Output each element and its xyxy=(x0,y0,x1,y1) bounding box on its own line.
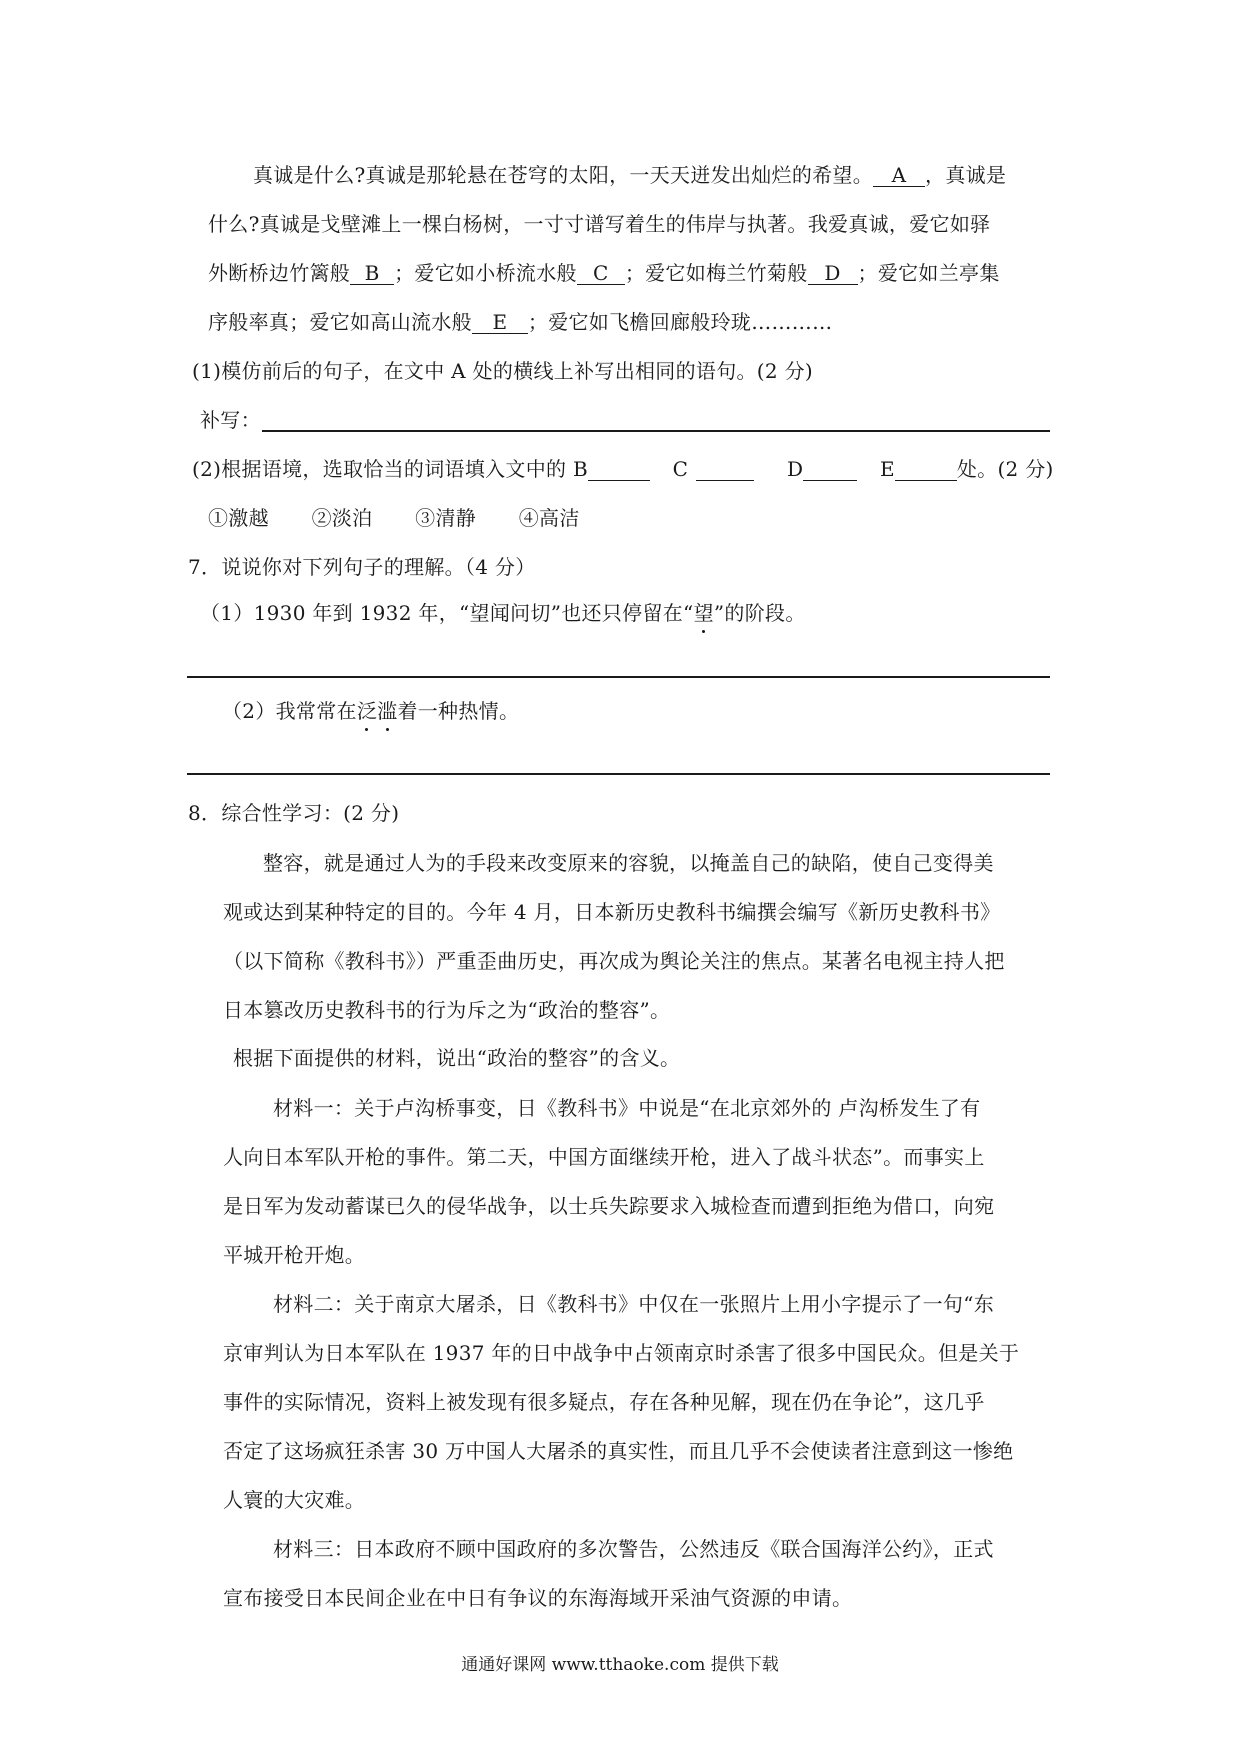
q6-sub1-answer-label: 补写： xyxy=(200,408,261,432)
q8-intro-line: （以下简称《教科书》）严重歪曲历史，再次成为舆论关注的焦点。某著名电视主持人把 xyxy=(223,949,1005,973)
option-4[interactable]: ④高洁 xyxy=(518,506,580,530)
text: D xyxy=(786,457,804,481)
q6-para-line1 xyxy=(253,163,1006,187)
text: E xyxy=(879,457,895,481)
q8-intro-line: 观或达到某种特定的目的。今年 4 月，日本新历史教科书编撰会编写《新历史教科书》 xyxy=(223,900,1001,924)
answer-line[interactable] xyxy=(187,676,1050,678)
blank-b-answer[interactable] xyxy=(588,458,650,481)
blank-c[interactable]: C xyxy=(577,262,625,285)
option-2[interactable]: ②淡泊 xyxy=(311,506,373,530)
q8-intro-line: 日本篡改历史教科书的行为斥之为“政治的整容”。 xyxy=(223,998,671,1022)
emphasis-char: 望 xyxy=(693,601,714,625)
option-3[interactable]: ③清静 xyxy=(415,506,477,530)
option-1[interactable]: ①激越 xyxy=(208,506,269,530)
q7-title: 7．说说你对下列句子的理解。（4 分） xyxy=(188,555,536,579)
material2-line: 材料二：关于南京大屠杀，日《教科书》中仅在一张照片上用小字提示了一句“东 xyxy=(273,1292,995,1316)
material2-line: 事件的实际情况，资料上被发现有很多疑点，存在各种见解，现在仍在争论”，这几乎 xyxy=(223,1390,985,1414)
material1-line: 材料一：关于卢沟桥事变，日《教科书》中说是“在北京郊外的 卢沟桥发生了有 xyxy=(273,1096,981,1120)
q8-title: 8．综合性学习：(2 分) xyxy=(188,801,400,825)
material2-line: 京审判认为日本军队在 1937 年的日中战争中占领南京时杀害了很多中国民众。但是关于 xyxy=(223,1341,1020,1365)
answer-line[interactable] xyxy=(262,430,1050,432)
blank-d[interactable]: D xyxy=(808,262,858,285)
q8-intro-line: 整容，就是通过人为的手段来改变原来的容貌，以掩盖自己的缺陷，使自己变得美 xyxy=(263,851,994,875)
text: （2）我常常在 xyxy=(222,699,357,723)
material1-line: 人向日本军队开枪的事件。第二天，中国方面继续开枪，进入了战斗状态”。而事实上 xyxy=(223,1145,985,1169)
answer-line[interactable] xyxy=(187,773,1050,775)
material1-line: 平城开枪开炮。 xyxy=(223,1243,366,1267)
q6-sub1: (1)模仿前后的句子，在文中 A 处的横线上补写出相同的语句。(2 分) xyxy=(192,359,813,383)
text: 着一种热情。 xyxy=(397,699,520,723)
blank-b[interactable]: B xyxy=(350,262,394,285)
text: ；爱它如兰亭集 xyxy=(857,261,1000,285)
material3-line: 材料三：日本政府不顾中国政府的多次警告，公然违反《联合国海洋公约》，正式 xyxy=(273,1537,994,1561)
text: ，真诚是 xyxy=(925,163,1007,187)
text: ；爱它如飞檐回廊般玲珑………… xyxy=(527,310,833,334)
emphasis-char: 滥 xyxy=(377,699,398,723)
q8-prompt: 根据下面提供的材料，说出“政治的整容”的含义。 xyxy=(233,1046,681,1070)
q7-sentence1 xyxy=(200,601,806,625)
page-footer: 通通好课网 www.tthaoke.com 提供下载 xyxy=(461,1655,779,1675)
blank-e-answer[interactable] xyxy=(895,458,957,481)
q6-para-line2: 什么?真诚是戈壁滩上一棵白杨树，一寸寸谱写着生的伟岸与执著。我爱真诚，爱它如驿 xyxy=(208,212,991,236)
blank-e[interactable]: E xyxy=(472,311,528,334)
blank-a[interactable]: A xyxy=(873,164,925,187)
material1-line: 是日军为发动蓄谋已久的侵华战争，以士兵失踪要求入城检查而遭到拒绝为借口，向宛 xyxy=(223,1194,995,1218)
text: （1）1930 年到 1932 年，“望闻问切”也还只停留在“ xyxy=(200,601,694,625)
q6-para-line3 xyxy=(208,261,1000,285)
blank-c-answer[interactable] xyxy=(696,458,754,481)
text: 序般率真；爱它如高山流水般 xyxy=(208,310,472,334)
q6-options xyxy=(208,506,580,530)
material2-line: 人寰的大灾难。 xyxy=(223,1488,366,1512)
q6-sub2 xyxy=(192,457,1054,481)
text: ；爱它如梅兰竹菊般 xyxy=(624,261,808,285)
text: 外断桥边竹篱般 xyxy=(208,261,351,285)
text: 真诚是什么?真诚是那轮悬在苍穹的太阳，一天天迸发出灿烂的希望。 xyxy=(253,163,874,187)
q6-para-line4 xyxy=(208,310,832,334)
text: ；爱它如小桥流水般 xyxy=(394,261,577,285)
material2-line: 否定了这场疯狂杀害 30 万中国人大屠杀的真实性，而且几乎不会使读者注意到这一惨绝 xyxy=(223,1439,1014,1463)
text: (2)根据语境，选取恰当的词语填入文中的 B xyxy=(192,457,588,481)
q7-sentence2 xyxy=(222,699,519,723)
text: 处。(2 分) xyxy=(956,457,1054,481)
text: C xyxy=(672,457,689,481)
emphasis-char: 泛 xyxy=(356,699,378,723)
blank-d-answer[interactable] xyxy=(803,458,857,481)
text: ”的阶段。 xyxy=(713,601,806,625)
material3-line: 宣布接受日本民间企业在中日有争议的东海海域开采油气资源的申请。 xyxy=(223,1586,853,1610)
